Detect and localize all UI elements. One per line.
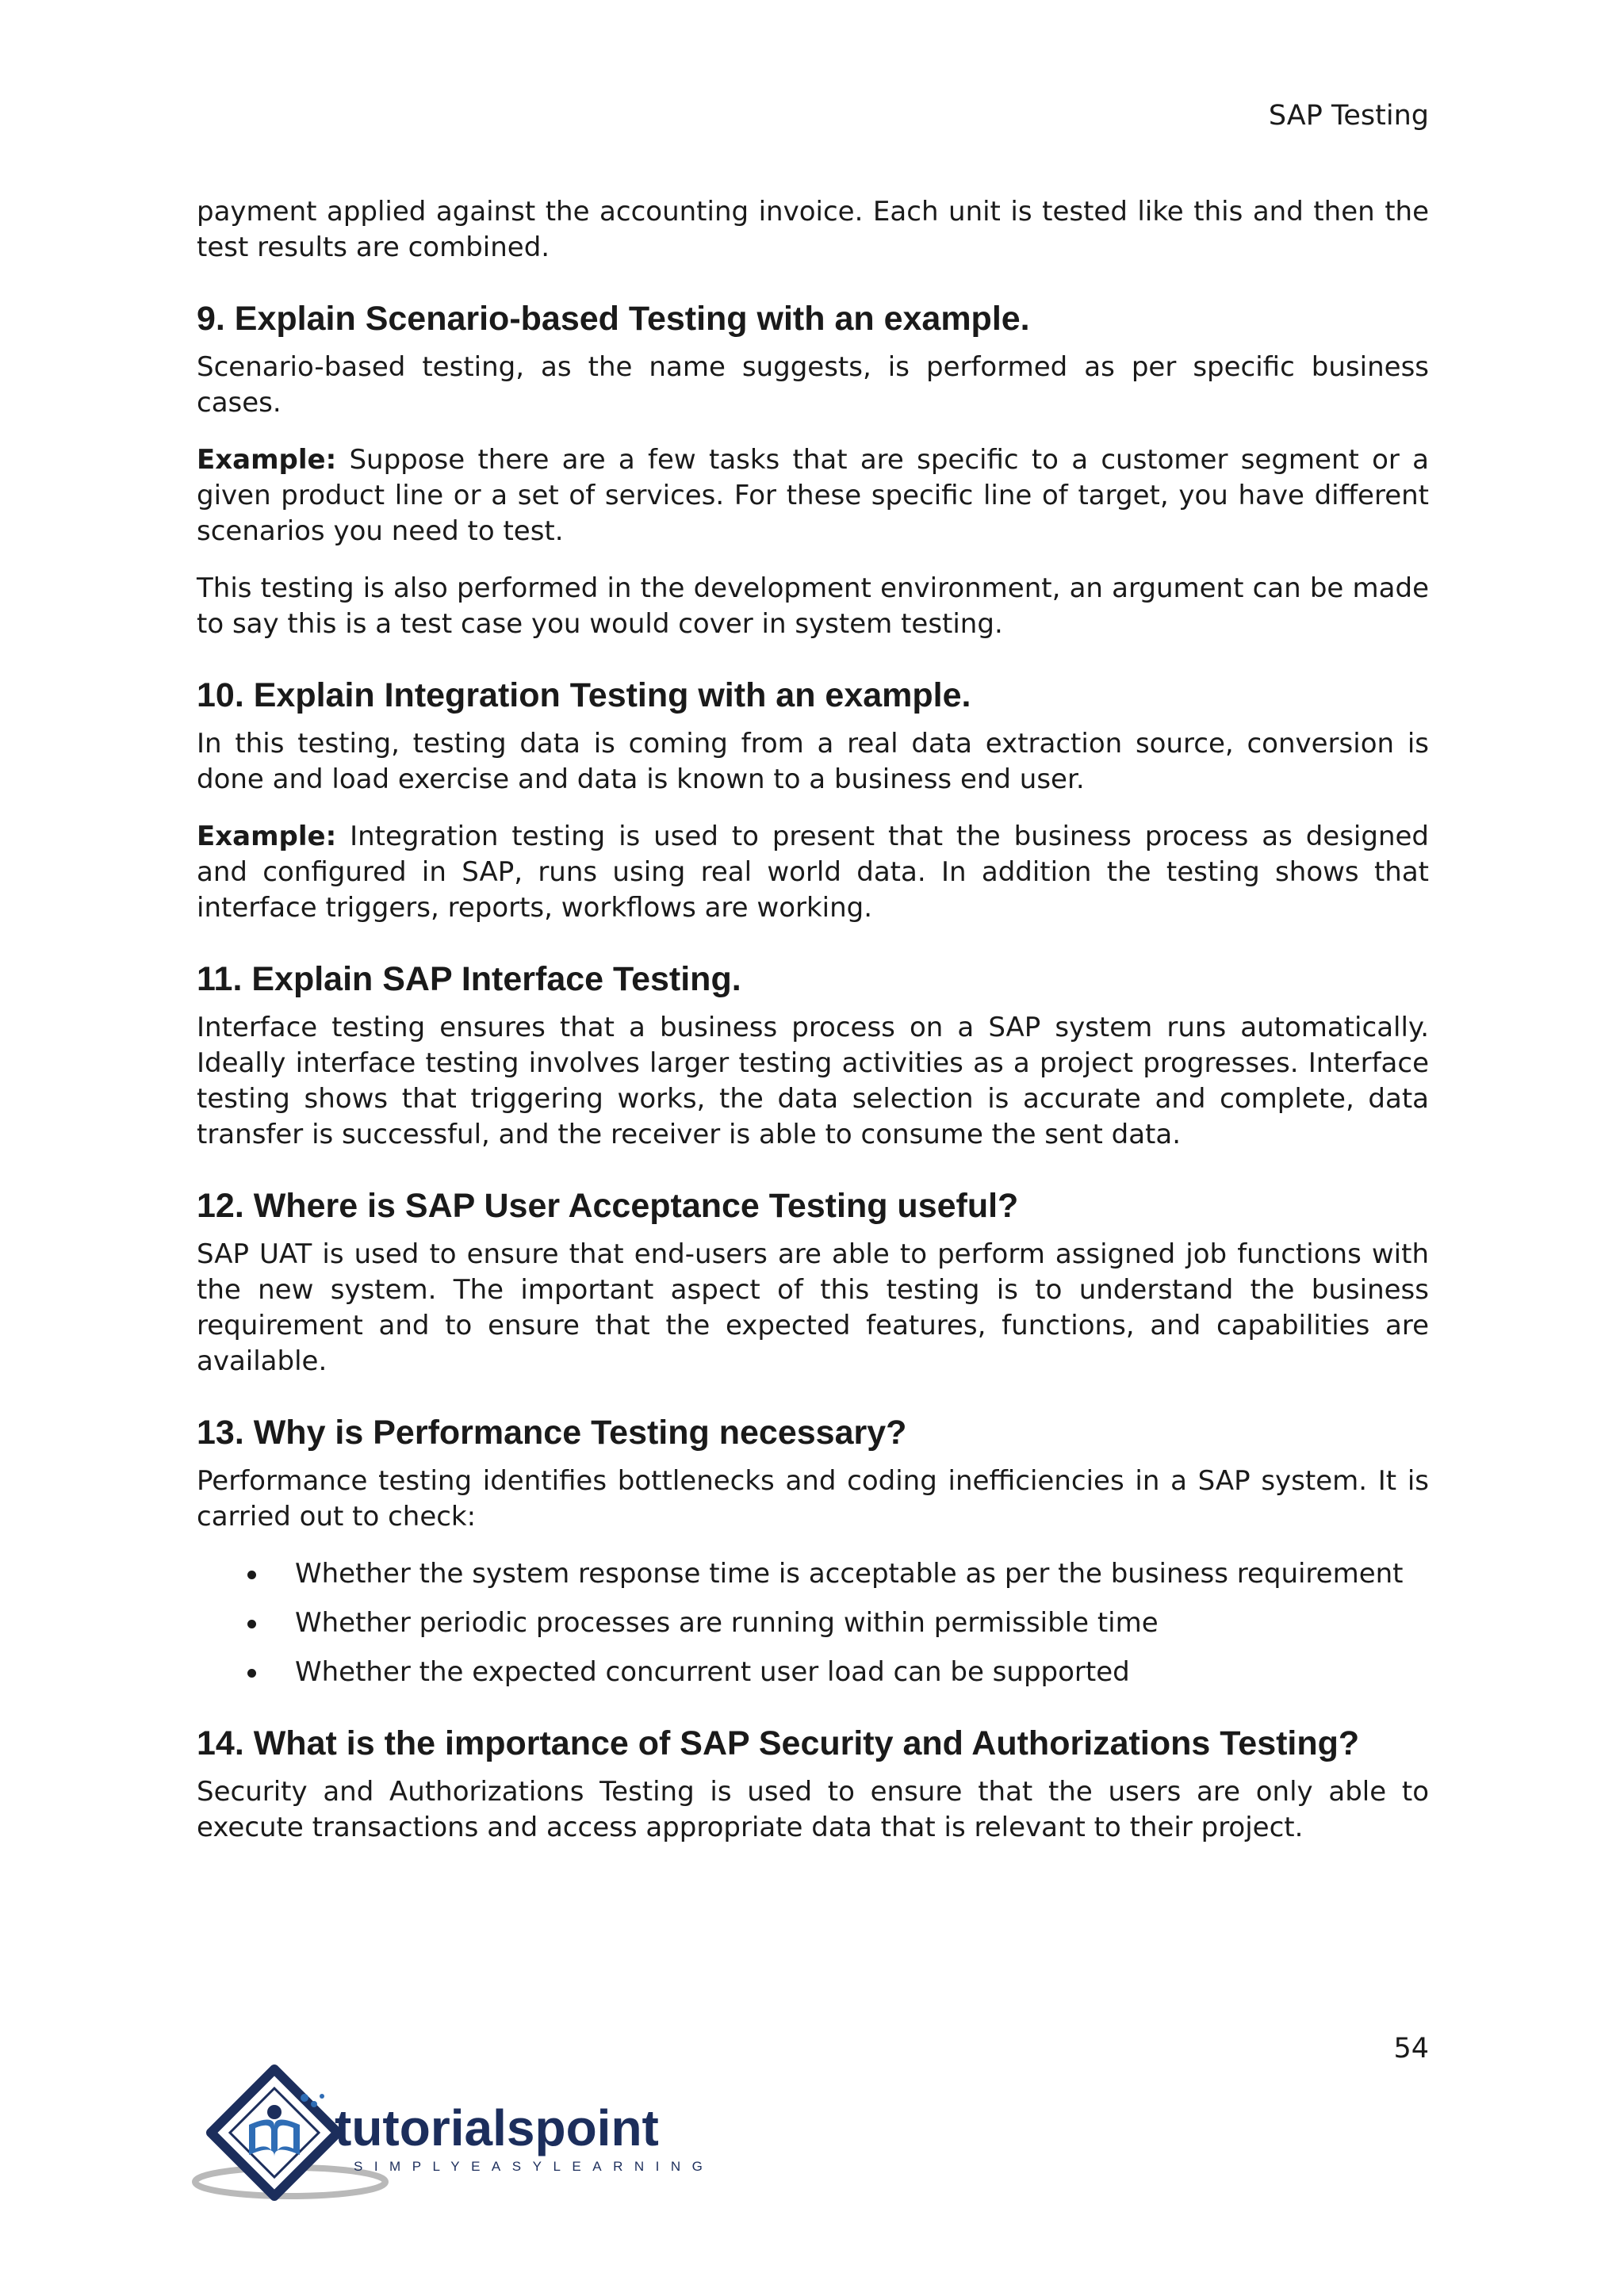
example-label: Example: bbox=[197, 821, 337, 852]
example-paragraph bbox=[197, 819, 1429, 926]
bullet-icon bbox=[247, 1620, 256, 1628]
list-item-text: Whether the system response time is acceptable as per the business requirement bbox=[295, 1558, 1404, 1590]
section-heading: 14. What is the importance of SAP Security and Authorizations Testing? bbox=[197, 1724, 1360, 1762]
section-paragraph: Interface testing ensures that a business process on a SAP system runs automatically. Ideally interface testing involves larger testing activities as a project progresses. Interface testing shows that triggering works, the data selection is accurate and complete, data transfer is successful, and the receiver is able to consume the sent data. bbox=[197, 1012, 1429, 1150]
section-12 bbox=[197, 1184, 1429, 1380]
section-11 bbox=[197, 958, 1429, 1153]
document-body bbox=[197, 194, 1429, 1867]
section-heading: 13. Why is Performance Testing necessary? bbox=[197, 1414, 907, 1452]
bullet-icon bbox=[247, 1669, 256, 1678]
list-item-text: Whether the expected concurrent user load can be supported bbox=[295, 1656, 1130, 1688]
tutorialspoint-logo bbox=[195, 2061, 714, 2204]
example-text: Integration testing is used to present that the business process as designed and configured in SAP, runs using real world data. In addition the testing shows that interface triggers, reports, workflows are working. bbox=[197, 821, 1429, 924]
page-number: 54 bbox=[1393, 2033, 1429, 2064]
section-10 bbox=[197, 674, 1429, 926]
list-item-text: Whether periodic processes are running within permissible time bbox=[295, 1607, 1159, 1639]
section-heading: 11. Explain SAP Interface Testing. bbox=[197, 960, 741, 998]
section-13 bbox=[197, 1411, 1429, 1690]
intro-paragraph: payment applied against the accounting invoice. Each unit is tested like this and then the test results are combined. bbox=[197, 196, 1429, 263]
section-heading: 12. Where is SAP User Acceptance Testing useful? bbox=[197, 1187, 1019, 1225]
section-paragraph: Performance testing identifies bottlenecks and coding inefficiencies in a SAP system. It is carried out to check: bbox=[197, 1465, 1429, 1533]
section-9 bbox=[197, 297, 1429, 642]
example-paragraph bbox=[197, 442, 1429, 549]
section-paragraph: SAP UAT is used to ensure that end-users are able to perform assigned job functions with the new system. The important aspect of this testing is to understand the business requirement and to ensure that the expected features, functions, and capabilities are available. bbox=[197, 1238, 1429, 1377]
list-item bbox=[197, 1605, 1429, 1641]
section-14 bbox=[197, 1722, 1429, 1846]
section-paragraph: Scenario-based testing, as the name suggests, is performed as per specific business cases. bbox=[197, 351, 1429, 419]
example-text: Suppose there are a few tasks that are specific to a customer segment or a given product line or a set of services. For these specific line of target, you have different scenarios you need to test. bbox=[197, 444, 1429, 547]
logo-wordmark: tutorialspoint bbox=[335, 2099, 659, 2156]
list-item bbox=[197, 1655, 1429, 1690]
section-paragraph: This testing is also performed in the development environment, an argument can be made to say this is a test case you would cover in system testing. bbox=[197, 572, 1429, 640]
bullet-list bbox=[197, 1556, 1429, 1690]
section-heading: 9. Explain Scenario-based Testing with an example. bbox=[197, 300, 1030, 338]
section-paragraph: Security and Authorizations Testing is used to ensure that the users are only able to execute transactions and access appropriate data that is relevant to their project. bbox=[197, 1776, 1429, 1843]
section-paragraph: In this testing, testing data is coming from a real data extraction source, conversion is done and load exercise and data is known to a business end user. bbox=[197, 728, 1429, 795]
bullet-icon bbox=[247, 1571, 256, 1579]
logo-tagline: SIMPLYEASYLEARNING bbox=[354, 2159, 714, 2174]
section-heading: 10. Explain Integration Testing with an example. bbox=[197, 676, 971, 714]
page-header-title: SAP Testing bbox=[1268, 100, 1429, 132]
example-label: Example: bbox=[197, 444, 337, 476]
list-item bbox=[197, 1556, 1429, 1592]
